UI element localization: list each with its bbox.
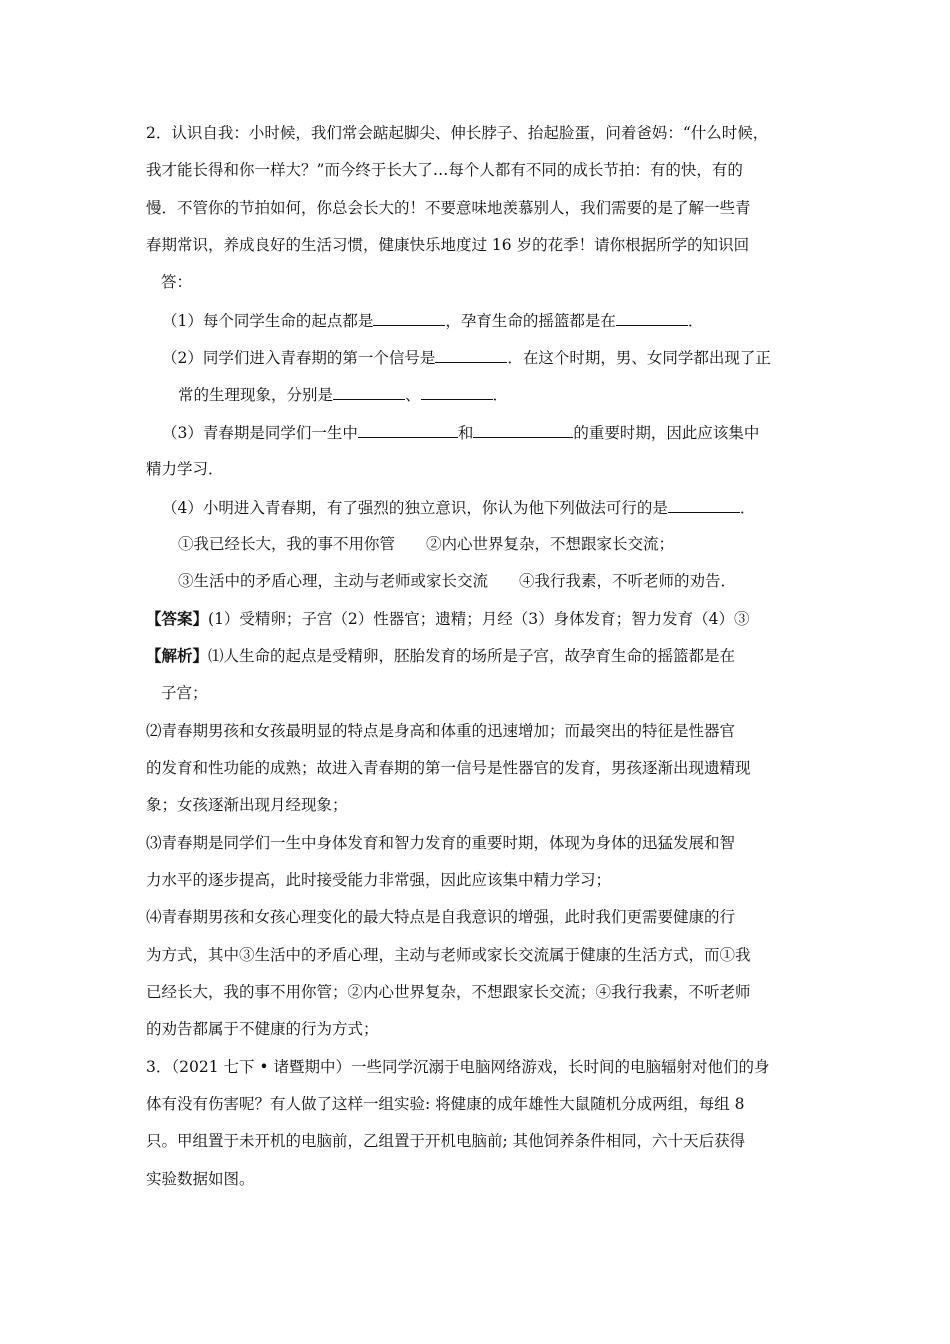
q2-sub2-line-2 — [178, 384, 508, 405]
q2-sub3-text-b: 和 — [457, 424, 474, 442]
q2-sub2-line2-text-c: ． — [492, 386, 509, 404]
q2-stem-line-3: 慢．不管你的节拍如何，你总会长大的！不要意味地羡慕别人，我们需要的是了解一些青 — [146, 199, 751, 217]
q2-stem-line-5: 答： — [161, 273, 193, 291]
answer-blank[interactable] — [616, 310, 688, 326]
answer-blank[interactable] — [421, 384, 493, 400]
analysis-text: ⑴人生命的起点是受精卵，胚胎发育的场所是子宫，故孕育生命的摇篮都是在 — [208, 647, 736, 665]
q2-option-row-2: ③生活中的矛盾心理，主动与老师或家长交流 ④我行我素，不听老师的劝告． — [178, 572, 737, 590]
analysis-line-4: 的发育和性功能的成熟；故进入青春期的第一信号是性器官的发育，男孩逐渐出现遗精现 — [146, 759, 751, 777]
q2-sub1-text-a: （1）每个同学生命的起点都是 — [162, 312, 374, 330]
answer-blank[interactable] — [373, 310, 445, 326]
q2-sub3 — [162, 422, 759, 443]
answer-blank[interactable] — [358, 422, 458, 438]
q2-sub3-text-a: （3）青春期是同学们一生中 — [162, 424, 358, 442]
analysis-line-10: 已经长大，我的事不用你管；②内心世界复杂，不想跟家长交流；④我行我素，不听老师 — [146, 983, 751, 1001]
q2-sub4-text-a: （4）小明进入青春期，有了强烈的独立意识，你认为他下列做法可行的是 — [162, 499, 668, 517]
q2-sub2-line2-text-b: 、 — [405, 386, 421, 404]
q3-stem-line-1: 3．（2021 七下 • 诸暨期中）一些同学沉溺于电脑网络游戏，长时间的电脑辐射对他们的身 — [146, 1058, 770, 1076]
q2-stem-line-1: 2．认识自我：小时候，我们常会踮起脚尖、伸长脖子、抬起脸蛋，问着爸妈：“什么时候， — [146, 124, 769, 142]
answer-blank[interactable] — [333, 384, 405, 400]
q2-sub3-line-2: 精力学习． — [146, 460, 224, 478]
q2-sub2 — [162, 347, 771, 368]
q2-sub2-line2-text-a: 常的生理现象，分别是 — [178, 386, 334, 404]
analysis-label: 【解析】 — [146, 646, 209, 665]
answer-label: 【答案】 — [146, 609, 209, 628]
analysis-line-2: 子宫； — [161, 684, 208, 702]
q3-stem-line-3: 只。甲组置于未开机的电脑前，乙组置于开机电脑前; 其他饲养条件相同，六十天后获得 — [146, 1132, 746, 1150]
answer-blank[interactable] — [473, 422, 573, 438]
analysis-line-5: 象；女孩逐渐出现月经现象； — [146, 796, 348, 814]
q2-sub4-text-b: ． — [739, 499, 756, 517]
q2-sub3-text-c: 的重要时期，因此应该集中 — [573, 424, 760, 442]
analysis-line-9: 为方式，其中③生活中的矛盾心理，主动与老师或家长交流属于健康的生活方式，而①我 — [146, 946, 751, 964]
q2-sub1-text-c: ． — [687, 312, 704, 330]
answer-blank[interactable] — [668, 497, 740, 513]
answer-line — [146, 609, 750, 629]
q2-sub4 — [162, 497, 755, 518]
q2-sub1 — [162, 310, 703, 331]
analysis-line-11: 的劝告都属于不健康的行为方式； — [146, 1020, 379, 1038]
analysis-line-8: ⑷青春期男孩和女孩心理变化的最大特点是自我意识的增强，此时我们更需要健康的行 — [146, 908, 736, 926]
q2-stem-line-4: 春期常识，养成良好的生活习惯，健康快乐地度过 16 岁的花季！请你根据所学的知识回 — [146, 236, 750, 254]
q2-sub2-text-a: （2）同学们进入青春期的第一个信号是 — [162, 349, 436, 367]
q3-stem-line-2: 体有没有伤害呢？有人做了这样一组实验: 将健康的成年雄性大鼠随机分成两组，每组 8 — [146, 1095, 745, 1113]
analysis-line-3: ⑵青春期男孩和女孩最明显的特点是身高和体重的迅速增加；而最突出的特征是性器官 — [146, 722, 736, 740]
analysis-line-7: 力水平的逐步提高，此时接受能力非常强，因此应该集中精力学习； — [146, 871, 612, 889]
q2-option-row-1: ①我已经长大，我的事不用你管 ②内心世界复杂，不想跟家长交流； — [178, 535, 675, 553]
answer-blank[interactable] — [435, 347, 507, 363]
analysis-line-6: ⑶青春期是同学们一生中身体发育和智力发育的重要时期，体现为身体的迅猛发展和智 — [146, 834, 736, 852]
answer-text: (1）受精卵；子宫（2）性器官；遗精；月经（3）身体发育；智力发育（4）③ — [208, 610, 750, 628]
q2-stem-line-2: 我才能长得和你一样大？”而今终于长大了…每个人都有不同的成长节拍：有的快，有的 — [146, 161, 743, 179]
q3-stem-line-4: 实验数据如图。 — [146, 1170, 255, 1188]
q2-sub2-text-b: ．在这个时期，男、女同学都出现了正 — [507, 349, 771, 367]
analysis-line-1 — [146, 646, 735, 666]
q2-sub1-text-b: ，孕育生命的摇篮都是在 — [445, 312, 616, 330]
